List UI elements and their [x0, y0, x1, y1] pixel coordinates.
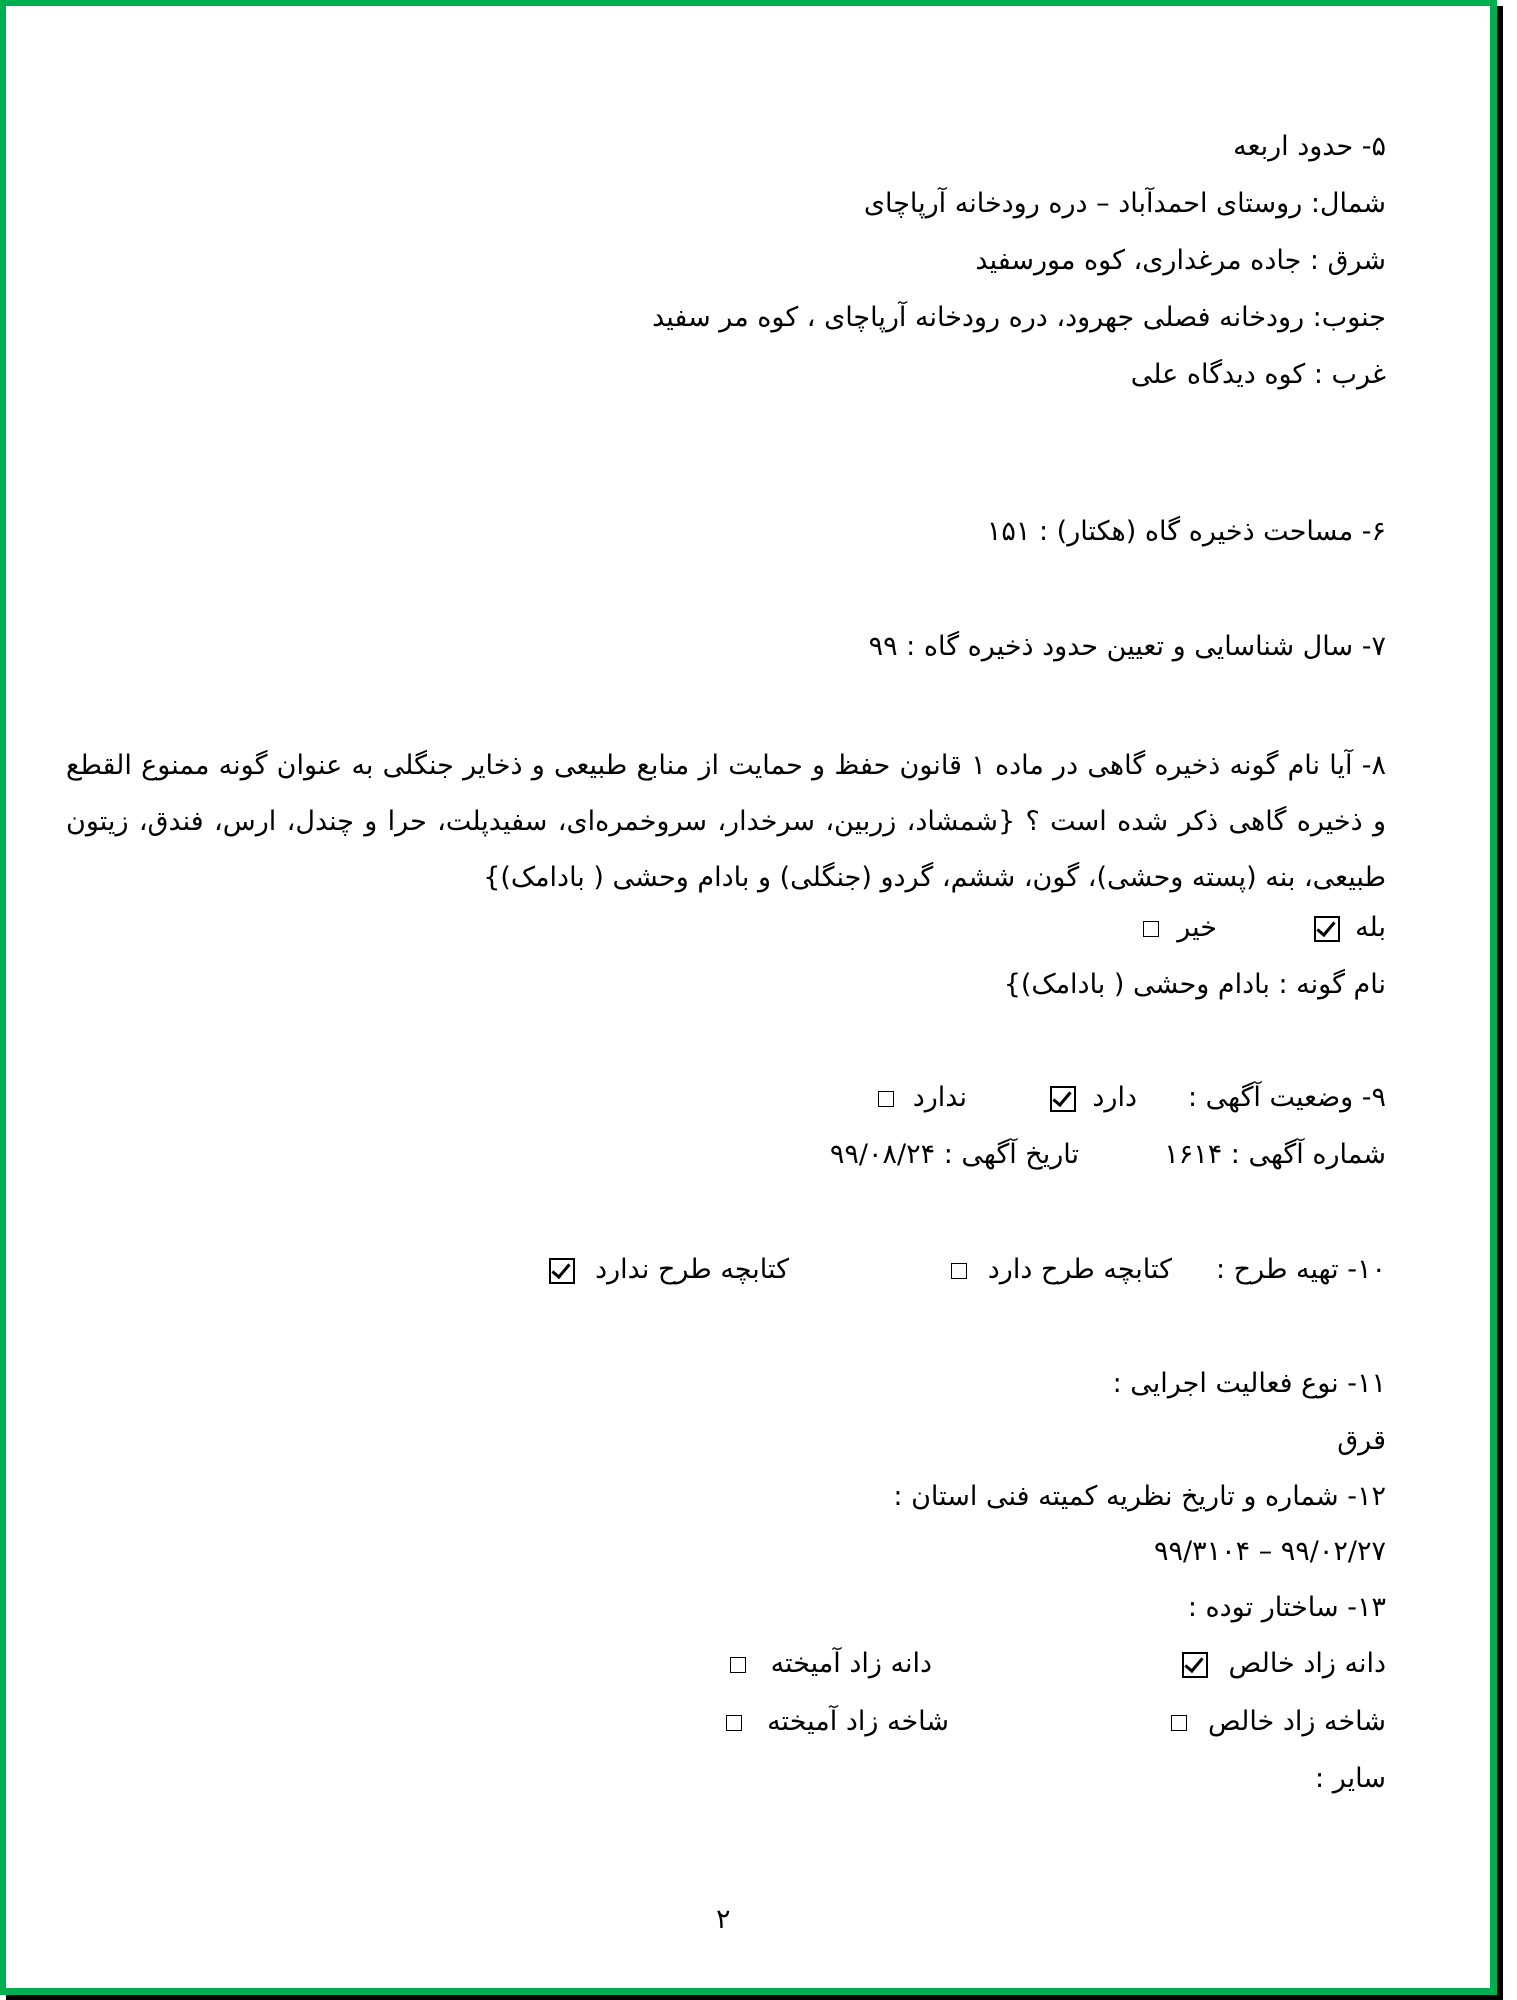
s5-west: غرب : کوه دیدگاه علی	[1130, 359, 1386, 390]
s13-other: سایر :	[1315, 1763, 1386, 1794]
s8-question: ۸- آیا نام گونه ذخیره گاهی در ماده ۱ قانون حفظ و حمایت از منابع طبیعی و ذخایر جنگلی به عنوان گونه ممنوع القطع و ذخیره گاهی ذکر شده است ؟ {شمشاد، زربین، سرخدار، سروخمره‌ای، سفیدپلت، حرا و چندل، ارس، فندق، زیتون طبیعی، بنه (پسته وحشی)، گون، ششم، گردو (جنگلی) و بادام وحشی ( بادامک)}	[66, 750, 1387, 893]
s8-no[interactable]	[1143, 908, 1217, 948]
s9-has[interactable]	[1050, 1078, 1137, 1118]
s8-yes-label: بله	[1355, 912, 1386, 943]
s9-number: شماره آگهی : ۱۶۱۴	[1164, 1139, 1386, 1170]
checkbox-empty-icon[interactable]	[730, 1657, 746, 1673]
s13-coppice-mixed-label: شاخه زاد آمیخته	[767, 1706, 949, 1737]
s9-hasnot[interactable]	[878, 1078, 967, 1118]
checkbox-checked-icon[interactable]	[549, 1258, 575, 1284]
s13-seed-pure-label: دانه زاد خالص	[1228, 1648, 1386, 1679]
s7-year: ۷- سال شناسایی و تعیین حدود ذخیره گاه : ۹۹	[868, 631, 1386, 662]
s9-has-label: دارد	[1092, 1082, 1137, 1113]
s13-seed-pure[interactable]	[1182, 1644, 1386, 1684]
s11-title: ۱۱- نوع فعالیت اجرایی :	[1112, 1368, 1386, 1399]
checkbox-empty-icon[interactable]	[878, 1091, 894, 1107]
s5-north: شمال: روستای احمدآباد – دره رودخانه آرپاچای	[863, 188, 1386, 219]
s8-species: نام گونه : بادام وحشی ( بادامک)}	[1003, 969, 1386, 1000]
s9-title: ۹- وضعیت آگهی :	[1187, 1082, 1386, 1113]
s8-no-label: خیر	[1177, 912, 1217, 943]
s13-title: ۱۳- ساختار توده :	[1187, 1592, 1386, 1623]
checkbox-empty-icon[interactable]	[726, 1715, 742, 1731]
s9-date: تاریخ آگهی : ۹۹/۰۸/۲۴	[829, 1139, 1079, 1170]
s5-title: ۵- حدود اربعه	[1233, 131, 1386, 162]
checkbox-checked-icon[interactable]	[1182, 1652, 1208, 1678]
s13-seed-mixed[interactable]	[730, 1644, 932, 1684]
s13-coppice-pure-label: شاخه زاد خالص	[1208, 1706, 1386, 1737]
s10-hasnot[interactable]	[549, 1250, 789, 1290]
checkbox-empty-icon[interactable]	[951, 1263, 967, 1279]
checkbox-empty-icon[interactable]	[1171, 1715, 1187, 1731]
page-number: ۲	[716, 1904, 731, 1935]
s5-east: شرق : جاده مرغداری، کوه مورسفید	[975, 245, 1386, 276]
s9-hasnot-label: ندارد	[912, 1082, 967, 1113]
s5-south: جنوب: رودخانه فصلی جهرود، دره رودخانه آرپاچای ، کوه مر سفید	[652, 302, 1386, 333]
checkbox-empty-icon[interactable]	[1143, 921, 1159, 937]
s10-hasnot-label: کتابچه طرح ندارد	[595, 1254, 789, 1285]
s10-has-label: کتابچه طرح دارد	[987, 1254, 1172, 1285]
s12-title: ۱۲- شماره و تاریخ نظریه کمیته فنی استان :	[893, 1481, 1386, 1512]
s13-coppice-pure[interactable]	[1171, 1702, 1386, 1742]
checkbox-checked-icon[interactable]	[1050, 1086, 1076, 1112]
s12-value: ۹۹/۰۲/۲۷ – ۹۹/۳۱۰۴	[1154, 1536, 1386, 1567]
checkbox-checked-icon[interactable]	[1314, 916, 1340, 942]
s13-seed-mixed-label: دانه زاد آمیخته	[770, 1648, 932, 1679]
s11-value: قرق	[1337, 1425, 1386, 1456]
s13-coppice-mixed[interactable]	[726, 1702, 949, 1742]
s10-title: ۱۰- تهیه طرح :	[1215, 1254, 1386, 1285]
s10-has[interactable]	[951, 1250, 1172, 1290]
s6-area: ۶- مساحت ذخیره گاه (هکتار) : ۱۵۱	[986, 516, 1386, 547]
s8-yes[interactable]	[1314, 908, 1386, 948]
